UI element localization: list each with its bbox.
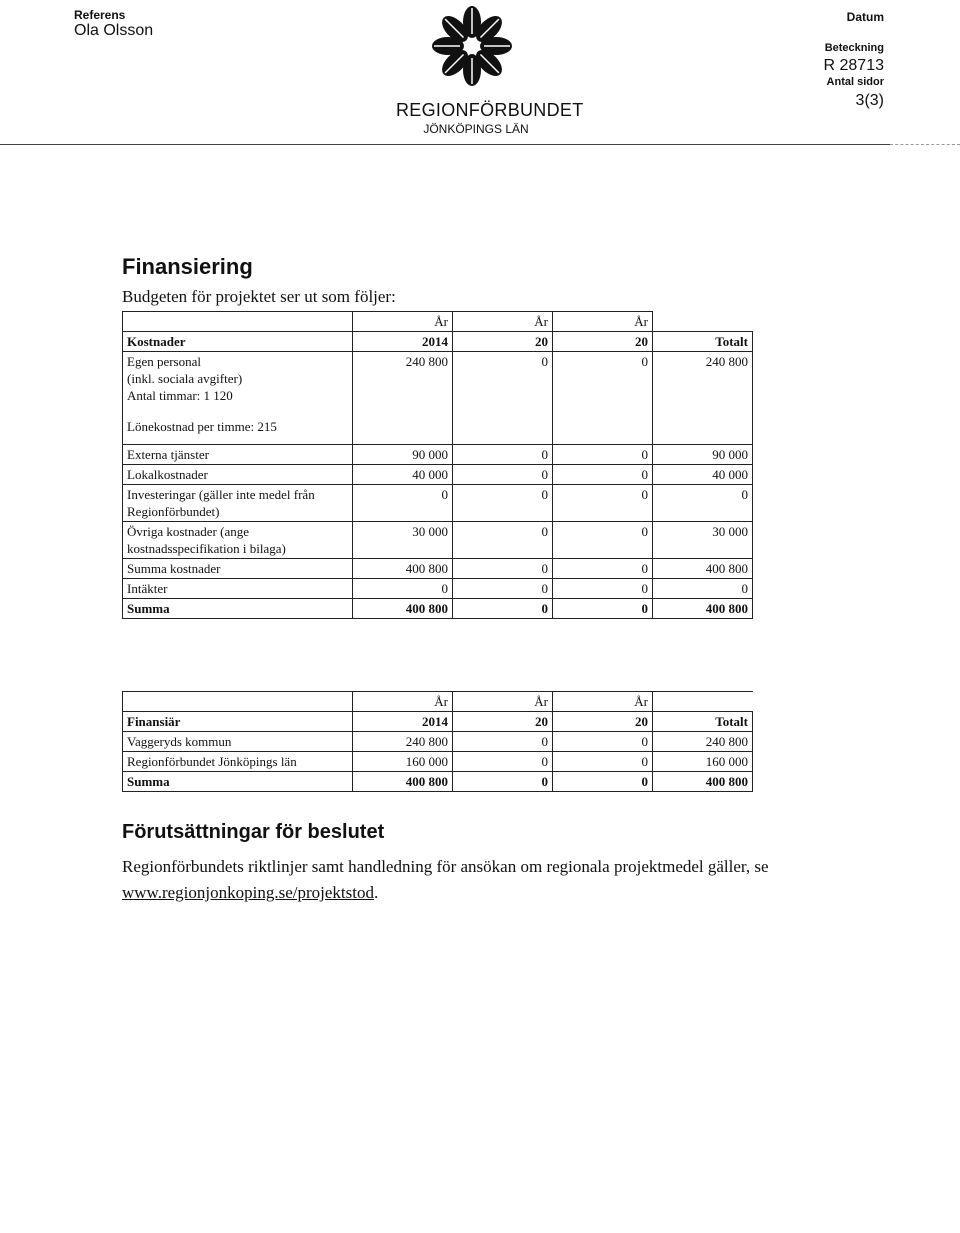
personnel-row	[123, 352, 753, 445]
personnel-line: (inkl. sociala avgifter)	[127, 371, 243, 386]
funder-column-header: 20	[553, 712, 653, 732]
funder-cell: 0	[553, 752, 653, 772]
cost-cell: 90 000	[653, 445, 753, 465]
funder-cell: 240 800	[353, 732, 453, 752]
cost-cell: 40 000	[653, 465, 753, 485]
funder-row-label: Summa	[123, 772, 353, 792]
cost-cell: 90 000	[353, 445, 453, 465]
cost-column-header: Totalt	[653, 332, 753, 352]
cost-table	[122, 311, 753, 619]
funder-cell: 160 000	[653, 752, 753, 772]
cost-row-label: Externa tjänster	[123, 445, 353, 465]
cost-cell: 0	[453, 559, 553, 579]
cost-row	[123, 579, 753, 599]
cost-cell: 0	[453, 445, 553, 465]
cost-cell: 0	[553, 485, 653, 522]
cost-row-label: Summa	[123, 599, 353, 619]
cost-cell: 0	[653, 579, 753, 599]
cost-cell: 0	[453, 599, 553, 619]
cost-cell: 0	[553, 352, 653, 445]
cost-column-header: 20	[553, 332, 653, 352]
cost-cell: 400 800	[653, 559, 753, 579]
funder-cell: 0	[453, 772, 553, 792]
cost-cell: 0	[553, 599, 653, 619]
conditions-heading: Förutsättningar för beslutet	[122, 821, 385, 843]
cost-row	[123, 465, 753, 485]
cost-cell: 400 800	[653, 599, 753, 619]
cost-row	[123, 445, 753, 465]
funder-column-header: 2014	[353, 712, 453, 732]
funder-row	[123, 752, 753, 772]
personnel-line: Antal timmar: 1 120	[127, 388, 233, 403]
conditions-text: Regionförbundets riktlinjer samt handledning för ansökan om regionala projektmedel gäller, se	[122, 857, 769, 876]
cost-cell: 30 000	[353, 522, 453, 559]
funder-row	[123, 732, 753, 752]
funder-header-row	[123, 712, 753, 732]
funder-year-header: År	[553, 692, 653, 712]
funder-column-header: Finansiär	[123, 712, 353, 732]
cost-cell: 240 800	[653, 352, 753, 445]
header-divider	[0, 144, 890, 145]
funder-cell: 0	[553, 772, 653, 792]
pages-value: 3(3)	[855, 92, 884, 109]
funder-year-blank	[123, 692, 353, 712]
personnel-label	[123, 352, 353, 445]
cost-row-label: Intäkter	[123, 579, 353, 599]
funder-cell: 400 800	[653, 772, 753, 792]
funder-row-label: Regionförbundet Jönköpings län	[123, 752, 353, 772]
cost-year-blank	[653, 312, 753, 332]
designation-label: Beteckning	[824, 42, 884, 54]
cost-cell: 30 000	[653, 522, 753, 559]
cost-row	[123, 559, 753, 579]
funder-column-header: 20	[453, 712, 553, 732]
cost-year-header: År	[553, 312, 653, 332]
funder-year-row	[123, 692, 753, 712]
cost-cell: 400 800	[353, 599, 453, 619]
financing-intro: Budgeten för projektet ser ut som följer:	[122, 287, 396, 306]
funder-cell: 0	[553, 732, 653, 752]
projektstod-link[interactable]: www.regionjonkoping.se/projektstod	[122, 883, 374, 902]
funder-cell: 400 800	[353, 772, 453, 792]
cost-year-blank	[123, 312, 353, 332]
date-label: Datum	[846, 10, 884, 24]
hourly-cost: Lönekostnad per timme: 215	[127, 419, 277, 434]
conditions-paragraph	[122, 854, 822, 906]
cost-cell: 0	[553, 559, 653, 579]
cost-year-header: År	[453, 312, 553, 332]
cost-cell: 400 800	[353, 559, 453, 579]
cost-cell: 0	[653, 485, 753, 522]
cost-cell: 240 800	[353, 352, 453, 445]
funder-year-blank	[653, 692, 753, 712]
funder-row-label: Vaggeryds kommun	[123, 732, 353, 752]
cost-cell: 0	[453, 465, 553, 485]
funder-cell: 0	[453, 752, 553, 772]
cost-row-label: Investeringar (gäller inte medel från Regionförbundet)	[123, 485, 353, 522]
cost-cell: 0	[453, 485, 553, 522]
org-subtitle: JÖNKÖPINGS LÄN	[423, 122, 529, 136]
reference-value: Ola Olsson	[74, 22, 154, 39]
cost-row-label: Summa kostnader	[123, 559, 353, 579]
cost-column-header: 20	[453, 332, 553, 352]
funder-cell: 0	[453, 732, 553, 752]
cost-row	[123, 522, 753, 559]
funder-column-header: Totalt	[653, 712, 753, 732]
cost-cell: 0	[453, 352, 553, 445]
cost-column-header: 2014	[353, 332, 453, 352]
cost-cell: 0	[453, 522, 553, 559]
cost-cell: 0	[553, 579, 653, 599]
cost-cell: 40 000	[353, 465, 453, 485]
cost-cell: 0	[453, 579, 553, 599]
cost-year-row	[123, 312, 753, 332]
cost-cell: 0	[553, 445, 653, 465]
cost-row	[123, 485, 753, 522]
conditions-text-end: .	[373, 883, 379, 902]
funder-cell: 160 000	[353, 752, 453, 772]
pages-label: Antal sidor	[826, 76, 884, 88]
cost-header-row	[123, 332, 753, 352]
header-divider-dashed	[890, 144, 960, 145]
cost-year-header: År	[353, 312, 453, 332]
cost-cell: 0	[353, 579, 453, 599]
cost-cell: 0	[353, 485, 453, 522]
funder-total-row	[123, 772, 753, 792]
funder-cell: 240 800	[653, 732, 753, 752]
cost-cell: 0	[553, 522, 653, 559]
cost-row-label: Lokalkostnader	[123, 465, 353, 485]
funder-year-header: År	[353, 692, 453, 712]
reference-label: Referens	[74, 8, 126, 22]
personnel-line: Egen personal	[127, 354, 202, 369]
regionforbundet-logo-icon	[432, 6, 512, 86]
funder-year-header: År	[453, 692, 553, 712]
cost-row-label: Övriga kostnader (ange kostnadsspecifikation i bilaga)	[123, 522, 353, 559]
funder-table	[122, 691, 753, 792]
org-name: REGIONFÖRBUNDET	[396, 100, 584, 120]
cost-column-header: Kostnader	[123, 332, 353, 352]
financing-heading: Finansiering	[122, 254, 253, 279]
cost-total-row	[123, 599, 753, 619]
cost-cell: 0	[553, 465, 653, 485]
designation-value: R 28713	[823, 57, 884, 74]
